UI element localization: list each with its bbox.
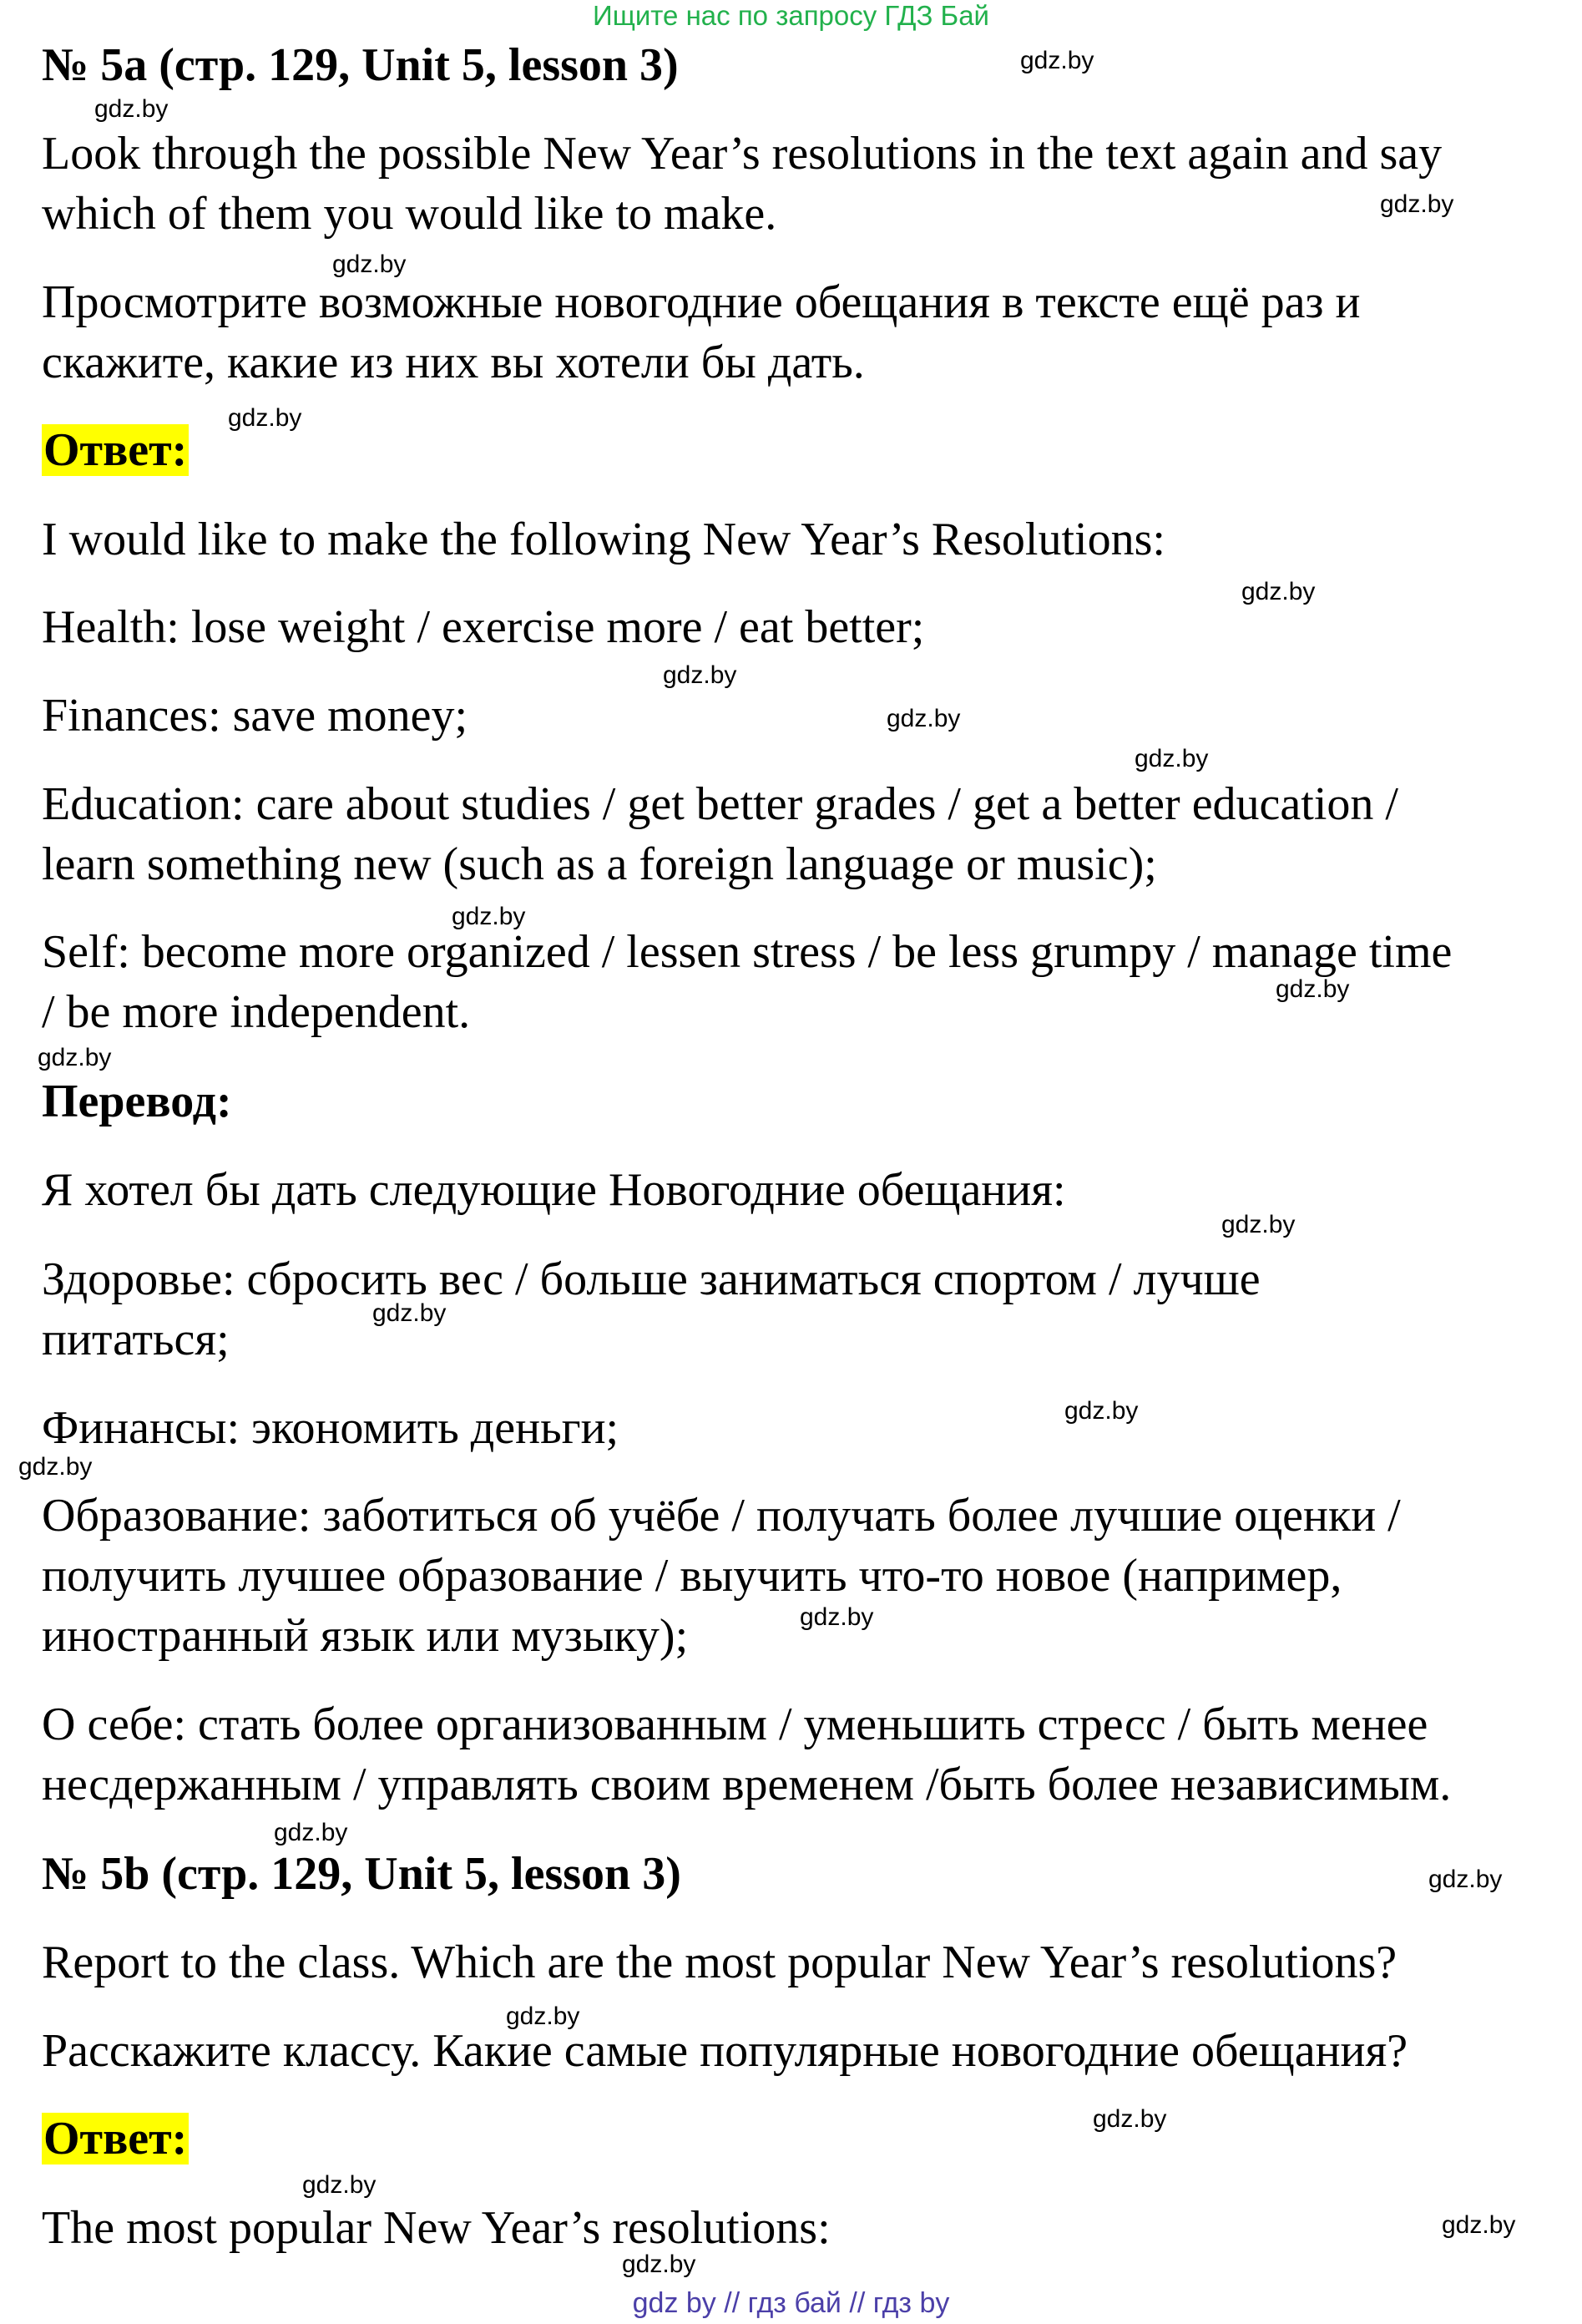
watermark: gdz.by (1276, 975, 1350, 1003)
watermark: gdz.by (1135, 745, 1209, 772)
watermark: gdz.by (372, 1299, 447, 1327)
translation-education-line: получить лучшее образование / выучить что-то новое (например, (42, 1550, 1342, 1602)
translation-self-line: несдержанным / управлять своим временем /быть более независимым. (42, 1759, 1452, 1810)
translation-education (42, 1486, 1544, 1666)
watermark: gdz.by (1241, 578, 1316, 605)
translation-education-line: Образование: заботиться об учёбе / получать более лучшие оценки / (42, 1490, 1401, 1542)
task-en-line: Look through the possible New Year’s resolutions in the text again and say (42, 128, 1443, 180)
watermark: gdz.by (622, 2251, 696, 2278)
translation-education-line: иностранный язык или музыку); (42, 1610, 689, 1662)
watermark: gdz.by (228, 404, 302, 432)
answer-label: Ответ: (43, 2113, 188, 2165)
watermark: gdz.by (38, 1044, 112, 1071)
exercise-5b-task-ru: Расскажите классу. Какие самые популярные новогодние обещания? (42, 2025, 1408, 2077)
exercise-5a-task-en (42, 124, 1544, 244)
translation-self-line: О себе: стать более организованным / уменьшить стресс / быть менее (42, 1699, 1428, 1750)
answer-label-5b-row (42, 2109, 1544, 2169)
answer-finances: Finances: save money; (42, 690, 468, 742)
watermark: gdz.by (274, 1819, 348, 1846)
answer-intro: I would like to make the following New Year’s Resolutions: (42, 514, 1165, 565)
exercise-5a-heading: № 5a (стр. 129, Unit 5, lesson 3) (42, 39, 679, 91)
watermark: gdz.by (1442, 2211, 1516, 2239)
watermark: gdz.by (800, 1603, 874, 1631)
watermark: gdz.by (1428, 1866, 1503, 1893)
watermark: gdz.by (1064, 1397, 1139, 1425)
task-ru-line: Просмотрите возможные новогодние обещания в тексте ещё раз и (42, 276, 1361, 328)
answer-label: Ответ: (43, 424, 188, 476)
answer-education-line: Education: care about studies / get better grades / get a better education / (42, 778, 1398, 830)
watermark: gdz.by (1020, 47, 1094, 74)
translation-intro: Я хотел бы дать следующие Новогодние обещания: (42, 1164, 1066, 1216)
exercise-5b-answer: The most popular New Year’s resolutions: (42, 2202, 831, 2254)
translation-label: Перевод: (42, 1076, 232, 1127)
watermark: gdz.by (506, 2002, 580, 2030)
answer-education-line: learn something new (such as a foreign language or music); (42, 838, 1157, 890)
translation-finances: Финансы: экономить деньги; (42, 1402, 619, 1454)
translation-self (42, 1694, 1544, 1815)
exercise-5a-task-ru (42, 272, 1544, 392)
answer-education (42, 774, 1544, 894)
watermark: gdz.by (1221, 1211, 1296, 1238)
task-ru-line: скажите, какие из них вы хотели бы дать. (42, 337, 865, 388)
exercise-5b-task-en: Report to the class. Which are the most popular New Year’s resolutions? (42, 1937, 1398, 1988)
translation-health-line: Здоровье: сбросить вес / больше заниматься спортом / лучше (42, 1253, 1261, 1305)
watermark: gdz.by (663, 661, 737, 689)
exercise-5b-heading: № 5b (стр. 129, Unit 5, lesson 3) (42, 1848, 681, 1900)
watermark: gdz.by (302, 2171, 377, 2199)
top-banner[interactable]: Ищите нас по запросу ГДЗ Бай (593, 0, 989, 31)
watermark: gdz.by (1380, 190, 1454, 218)
watermark: gdz.by (332, 251, 407, 278)
watermark: gdz.by (452, 903, 526, 930)
footer-links[interactable]: gdz by // гдз бай // гдз by (632, 2287, 950, 2319)
watermark: gdz.by (887, 705, 961, 732)
answer-self-line: / be more independent. (42, 986, 471, 1038)
watermark: gdz.by (94, 95, 169, 123)
translation-health (42, 1249, 1544, 1370)
watermark: gdz.by (1093, 2105, 1167, 2133)
answer-health: Health: lose weight / exercise more / eat better; (42, 601, 925, 653)
watermark: gdz.by (18, 1453, 93, 1481)
answer-self-line: Self: become more organized / lessen stress / be less grumpy / manage time (42, 926, 1453, 978)
task-en-line: which of them you would like to make. (42, 188, 777, 240)
translation-health-line: питаться; (42, 1314, 230, 1365)
